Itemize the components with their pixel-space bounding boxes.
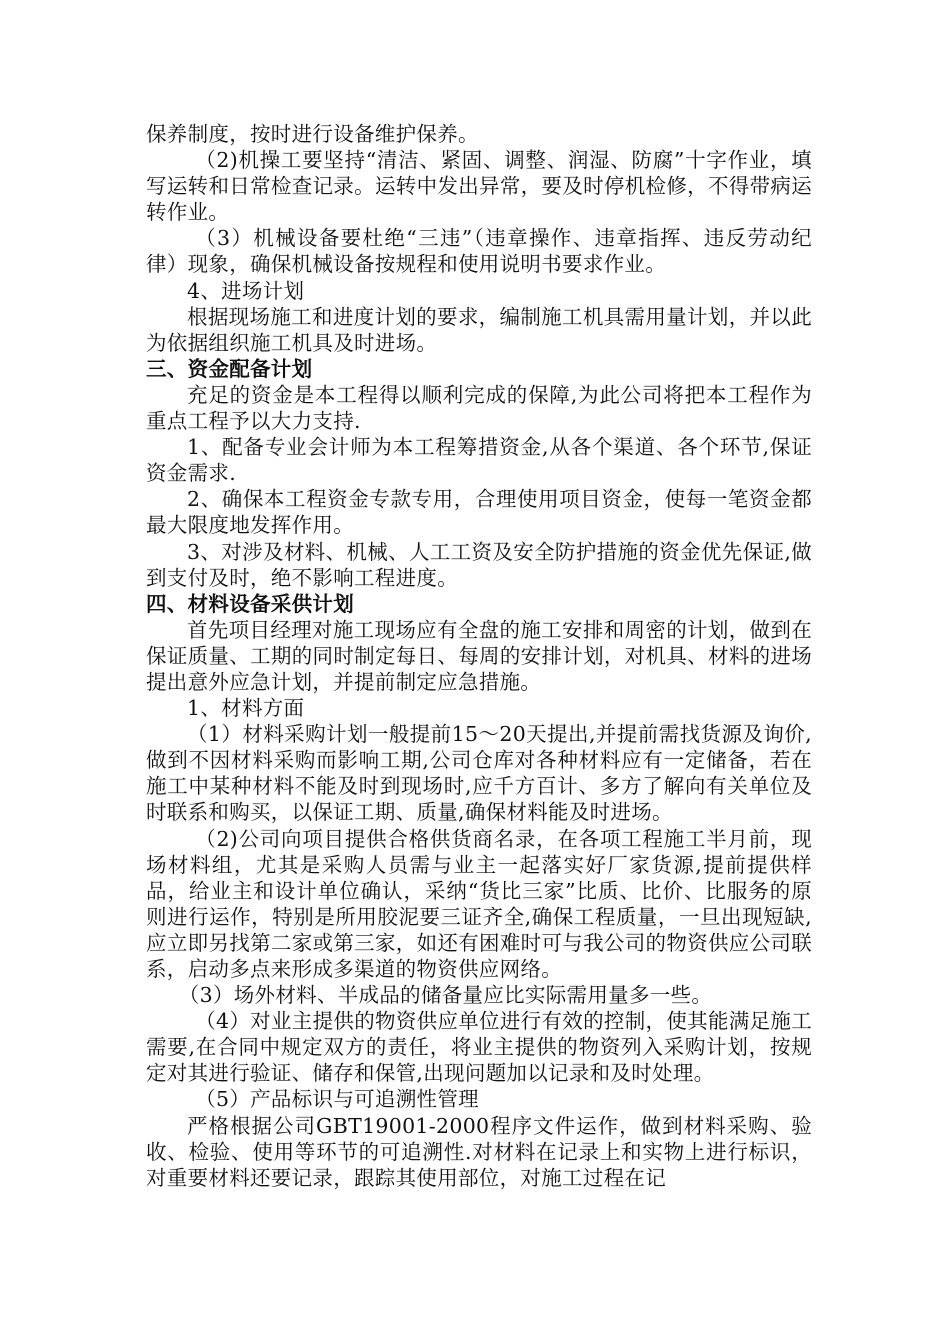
paragraph: 3、对涉及材料、机械、人工工资及安全防护措施的资金优先保证,做到支付及时，绝不影响工程进度。 xyxy=(146,539,812,590)
paragraph: （1）材料采购计划一般提前15～20天提出,并提前需找货源及询价,做到不因材料采购而影响工期,公司仓库对各种材料应有一定储备，若在施工中某种材料不能及时到现场时,应千方百计、多方了解向有关单位及时联系和购买，以保证工期、质量,确保材料能及时进场。 xyxy=(146,722,812,825)
subheading: 4、进场计划 xyxy=(187,278,305,303)
section-heading: 三、资金配备计划 xyxy=(146,356,313,381)
paragraph: 严格根据公司GBT19001-2000程序文件运作，做到材料采购、验收、检验、使用等环节的可追溯性.对材料在记录上和实物上进行标识，对重要材料还要记录，跟踪其使用部位，对施工过程在记 xyxy=(146,1113,812,1190)
paragraph: 根据现场施工和进度计划的要求，编制施工机具需用量计划，并以此为依据组织施工机具及时进场。 xyxy=(146,304,812,355)
paragraph: 首先项目经理对施工现场应有全盘的施工安排和周密的计划，做到在保证质量、工期的同时制定每日、每周的安排计划，对机具、材料的进场提出意外应急计划，并提前制定应急措施。 xyxy=(146,617,812,694)
paragraph: （2)机操工要坚持“清洁、紧固、调整、润湿、防腐”十字作业，填写运转和日常检查记录。运转中发出异常，要及时停机检修，不得带病运转作业。 xyxy=(146,148,812,225)
paragraph: 保养制度，按时进行设备维护保养。 xyxy=(146,122,479,146)
paragraph: 1、配备专业会计师为本工程筹措资金,从各个渠道、各个环节,保证资金需求. xyxy=(146,435,812,486)
paragraph: （4）对业主提供的物资供应单位进行有效的控制，使其能满足施工需要,在合同中规定双方的责任，将业主提供的物资列入采购计划，按规定对其进行验证、储存和保管,出现问题加以记录和及时处理。 xyxy=(146,1009,812,1086)
paragraph: （2)公司向项目提供合格供货商名录，在各项工程施工半月前，现场材料组，尤其是采购人员需与业主一起落实好厂家货源,提前提供样品，给业主和设计单位确认，采纳“货比三家”比质、比价、比服务的原则进行运作，特别是所用胶泥要三证齐全,确保工程质量，一旦出现短缺,应立即另找第二家或第三家，如还有困难时可与我公司的物资供应公司联系，启动多点来形成多渠道的物资供应网络。 xyxy=(146,826,812,981)
paragraph: 2、确保本工程资金专款专用，合理使用项目资金，使每一笔资金都最大限度地发挥作用。 xyxy=(146,487,812,538)
section-heading: 四、材料设备采供计划 xyxy=(146,591,354,616)
subheading: 1、材料方面 xyxy=(187,696,305,721)
paragraph: 充足的资金是本工程得以顺利完成的保障,为此公司将把本工程作为重点工程予以大力支持. xyxy=(146,382,812,434)
subheading: （5）产品标识与可追溯性管理 xyxy=(195,1087,479,1112)
paragraph: （3）场外材料、半成品的储备量应比实际需用量多一些。 xyxy=(178,983,713,1008)
paragraph: （3）机械设备要杜绝“三违”（违章操作、违章指挥、违反劳动纪律）现象，确保机械设备按规程和使用说明书要求作业。 xyxy=(146,226,812,277)
document-page xyxy=(146,121,812,1191)
